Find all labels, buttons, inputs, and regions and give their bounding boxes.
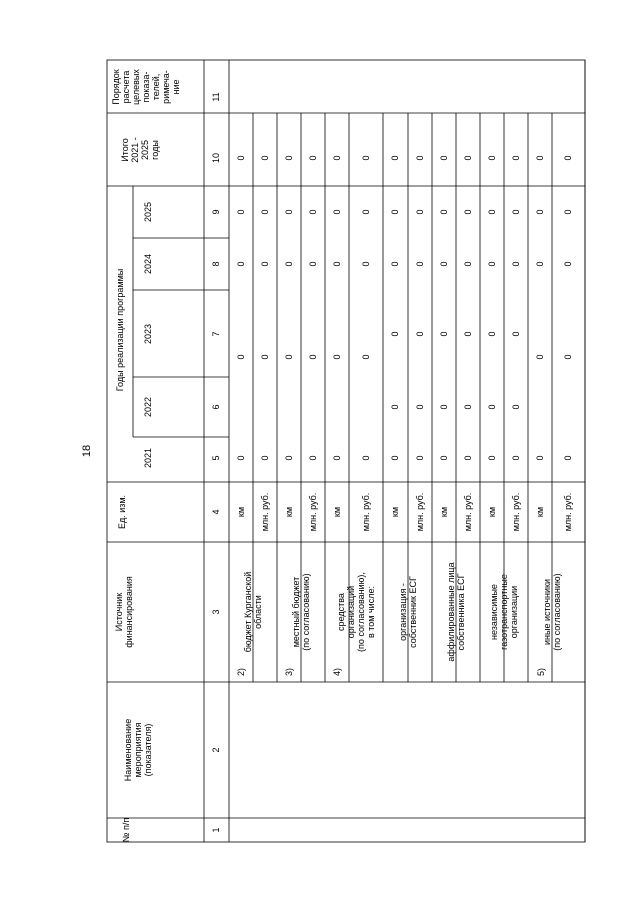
value-cell-2022-2023: 0 [361,354,371,360]
value-cell-2025: 0 [511,209,521,215]
value-cell-total: 0 [332,155,342,161]
value-cell-2023: 0 [487,331,497,337]
value-cell-total: 0 [511,155,521,161]
unit-cell: млн. руб. [511,492,521,532]
year-2025-header: 2025 [143,201,153,223]
value-cell-total: 0 [260,155,270,161]
value-cell-2022: 0 [511,404,521,410]
value-cell-2022-2023: 0 [535,354,545,360]
colnum-1: 1 [211,827,221,833]
colnum-11: 11 [211,92,221,102]
value-cell-2021: 0 [308,455,318,461]
value-cell-2021: 0 [487,455,497,461]
source-3-num: 3) [284,667,294,677]
value-cell-2021: 0 [535,455,545,461]
value-cell-2025: 0 [563,209,573,215]
total-header: Итого 2021 - 2025 годы [120,137,160,163]
value-cell-2024: 0 [361,261,371,267]
unit-cell: млн. руб. [415,492,425,532]
source-4b-label: аффилированные лица собственника ЕСГ [446,562,466,662]
value-cell-2022-2023: 0 [563,354,573,360]
value-cell-2024: 0 [284,261,294,267]
col-name-header: Наименование мероприятия (показателя) [123,718,153,782]
value-cell-2022: 0 [463,404,473,410]
source-4-num: 4) [332,667,342,677]
colnum-8: 8 [211,261,221,267]
colnum-10: 10 [211,152,221,164]
value-cell-2022-2023: 0 [308,354,318,360]
value-cell-2024: 0 [487,261,497,267]
value-cell-2022: 0 [439,404,449,410]
value-cell-2025: 0 [308,209,318,215]
year-2022-header: 2022 [143,396,153,418]
value-cell-2021: 0 [439,455,449,461]
value-cell-2022: 0 [487,404,497,410]
value-cell-total: 0 [284,155,294,161]
colnum-9: 9 [211,209,221,215]
unit-cell: км [284,506,294,518]
value-cell-2025: 0 [390,209,400,215]
value-cell-total: 0 [563,155,573,161]
unit-cell: млн. руб. [361,492,371,532]
source-5-num: 5) [536,667,546,677]
value-cell-2025: 0 [439,209,449,215]
value-cell-2025: 0 [332,209,342,215]
value-cell-2024: 0 [260,261,270,267]
source-4a-label: организация - собственник ЕСГ [398,576,418,648]
value-cell-2021: 0 [415,455,425,461]
value-cell-2025: 0 [487,209,497,215]
value-cell-total: 0 [361,155,371,161]
value-cell-2022-2023: 0 [236,354,246,360]
value-cell-2021: 0 [236,455,246,461]
value-cell-2021: 0 [511,455,521,461]
value-cell-total: 0 [415,155,425,161]
value-cell-total: 0 [439,155,449,161]
year-2023-header: 2023 [143,323,153,345]
colnum-4: 4 [211,509,221,515]
value-cell-2025: 0 [361,209,371,215]
value-cell-2025: 0 [236,209,246,215]
value-cell-2021: 0 [463,455,473,461]
unit-cell: км [332,506,342,518]
value-cell-2021: 0 [361,455,371,461]
value-cell-2022: 0 [415,404,425,410]
unit-cell: млн. руб. [308,492,318,532]
year-2024-header: 2024 [143,253,153,275]
colnum-2: 2 [211,747,221,753]
value-cell-2024: 0 [511,261,521,267]
value-cell-total: 0 [463,155,473,161]
value-cell-2023: 0 [390,331,400,337]
unit-cell: млн. руб. [563,492,573,532]
unit-cell: км [439,506,449,518]
value-cell-2021: 0 [284,455,294,461]
source-2-label: бюджет Курганской области [243,571,263,653]
source-3-label: местный бюджет (по согласованию) [291,573,311,651]
unit-cell: км [535,506,545,518]
value-cell-total: 0 [236,155,246,161]
value-cell-2023: 0 [415,331,425,337]
unit-cell: млн. руб. [260,492,270,532]
value-cell-2021: 0 [390,455,400,461]
col-num-header: № п/п [121,817,131,843]
col-source-header: Источник финансирования [114,576,134,648]
source-5-label: иные источники (по согласованию) [542,573,562,651]
source-4c-label: независимые газотранспортные организации [489,574,519,650]
value-cell-total: 0 [487,155,497,161]
value-cell-2024: 0 [415,261,425,267]
value-cell-2024: 0 [308,261,318,267]
value-cell-2023: 0 [439,331,449,337]
value-cell-2024: 0 [439,261,449,267]
order-header: Порядок расчета целевых показа- телей, римеча- ние [111,69,181,105]
value-cell-2024: 0 [390,261,400,267]
col-unit-header: Ед. изм. [117,494,127,530]
source-4-label: средства организаций (по согласованию), в том числе: [336,572,376,652]
unit-cell: млн. руб. [463,492,473,532]
unit-cell: км [236,506,246,518]
value-cell-2024: 0 [463,261,473,267]
value-cell-2023: 0 [511,331,521,337]
colnum-6: 6 [211,404,221,410]
colnum-5: 5 [211,455,221,461]
value-cell-2025: 0 [535,209,545,215]
colnum-7: 7 [211,331,221,337]
colnum-3: 3 [211,609,221,615]
value-cell-2024: 0 [563,261,573,267]
value-cell-2021: 0 [563,455,573,461]
value-cell-2023: 0 [463,331,473,337]
value-cell-2025: 0 [284,209,294,215]
value-cell-2025: 0 [260,209,270,215]
unit-cell: км [487,506,497,518]
value-cell-2024: 0 [236,261,246,267]
value-cell-2022-2023: 0 [332,354,342,360]
value-cell-2022-2023: 0 [284,354,294,360]
year-2021-header: 2021 [143,447,153,469]
value-cell-2024: 0 [535,261,545,267]
value-cell-total: 0 [390,155,400,161]
years-group-header: Годы реализации программы [115,268,125,392]
value-cell-2025: 0 [415,209,425,215]
page-number: 18 [81,444,94,458]
value-cell-2022: 0 [390,404,400,410]
source-2-num: 2) [236,667,246,677]
value-cell-2021: 0 [260,455,270,461]
value-cell-2022-2023: 0 [260,354,270,360]
value-cell-2024: 0 [332,261,342,267]
value-cell-2021: 0 [332,455,342,461]
value-cell-total: 0 [535,155,545,161]
value-cell-total: 0 [308,155,318,161]
value-cell-2025: 0 [463,209,473,215]
unit-cell: км [390,506,400,518]
